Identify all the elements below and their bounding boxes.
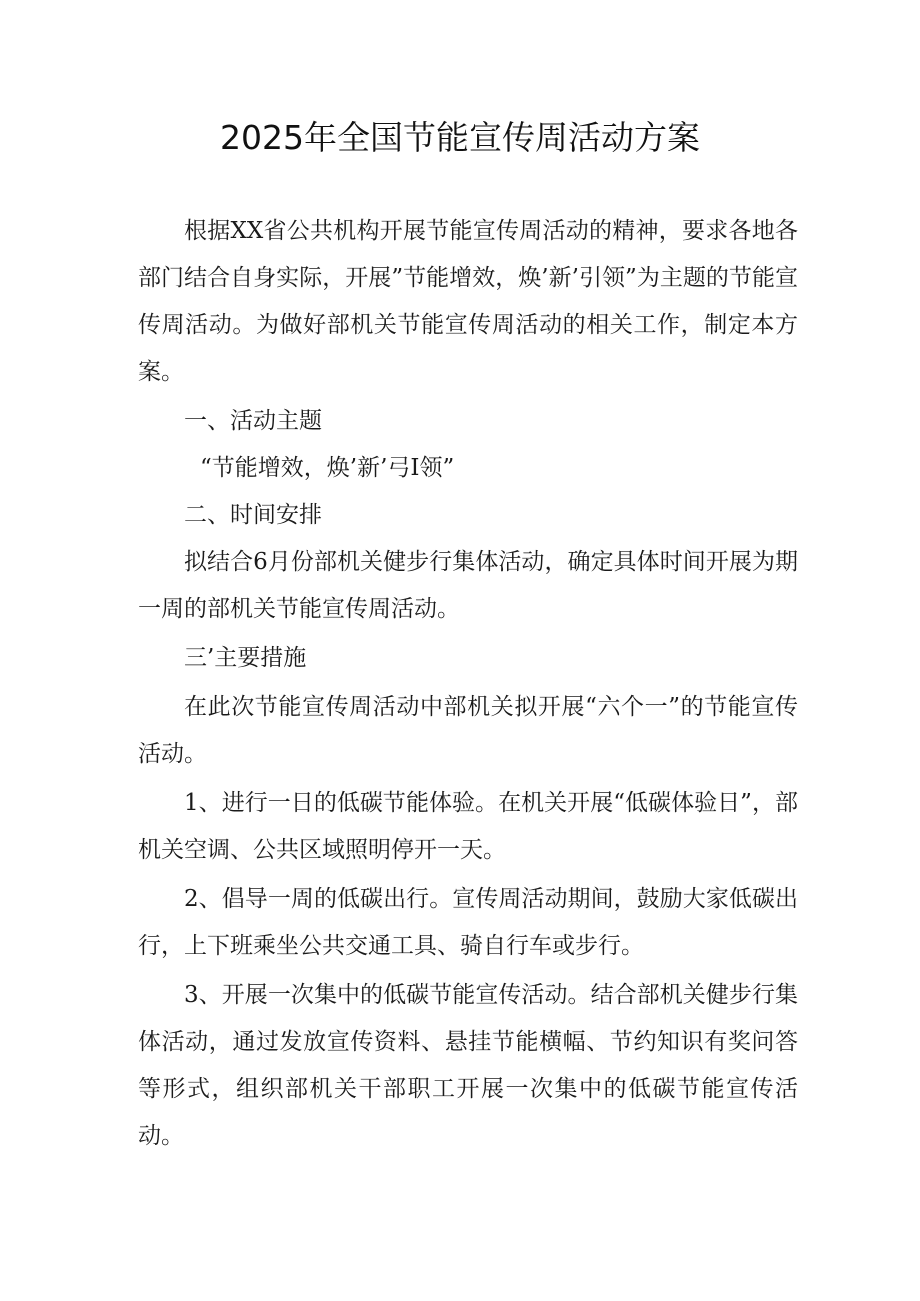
document-title: 2025年全国节能宣传周活动方案 xyxy=(220,118,700,157)
document-body xyxy=(138,208,798,1160)
theme-slogan: “节能增效，焕’新’弓I领” xyxy=(200,455,455,481)
section-heading-schedule: 二、时间安排 xyxy=(184,502,322,528)
measures-intro-paragraph: 在此次节能宣传周活动中部机关拟开展“六个一”的节能宣传活动。 xyxy=(138,694,798,767)
intro-paragraph: 根据XX省公共机构开展节能宣传周活动的精神，要求各地各部门结合自身实际，开展”节能增效，焕’新’引领”为主题的节能宣传周活动。为做好部机关节能宣传周活动的相关工作，制定本方案。 xyxy=(138,218,798,385)
section-heading-measures: 三’主要措施 xyxy=(184,645,307,671)
measure-item-2: 2、倡导一周的低碳出行。宣传周活动期间，鼓励大家低碳出行，上下班乘坐公共交通工具、骑自行车或步行。 xyxy=(138,886,798,959)
measure-item-3: 3、开展一次集中的低碳节能宣传活动。结合部机关健步行集体活动，通过发放宣传资料、悬挂节能横幅、节约知识有奖问答等形式，组织部机关干部职工开展一次集中的低碳节能宣传活动。 xyxy=(138,982,798,1149)
schedule-paragraph: 拟结合6月份部机关健步行集体活动，确定具体时间开展为期一周的部机关节能宣传周活动。 xyxy=(138,549,798,622)
section-heading-theme: 一、活动主题 xyxy=(184,408,322,434)
measure-item-1: 1、进行一日的低碳节能体验。在机关开展“低碳体验日”，部机关空调、公共区域照明停开一天。 xyxy=(138,790,798,863)
